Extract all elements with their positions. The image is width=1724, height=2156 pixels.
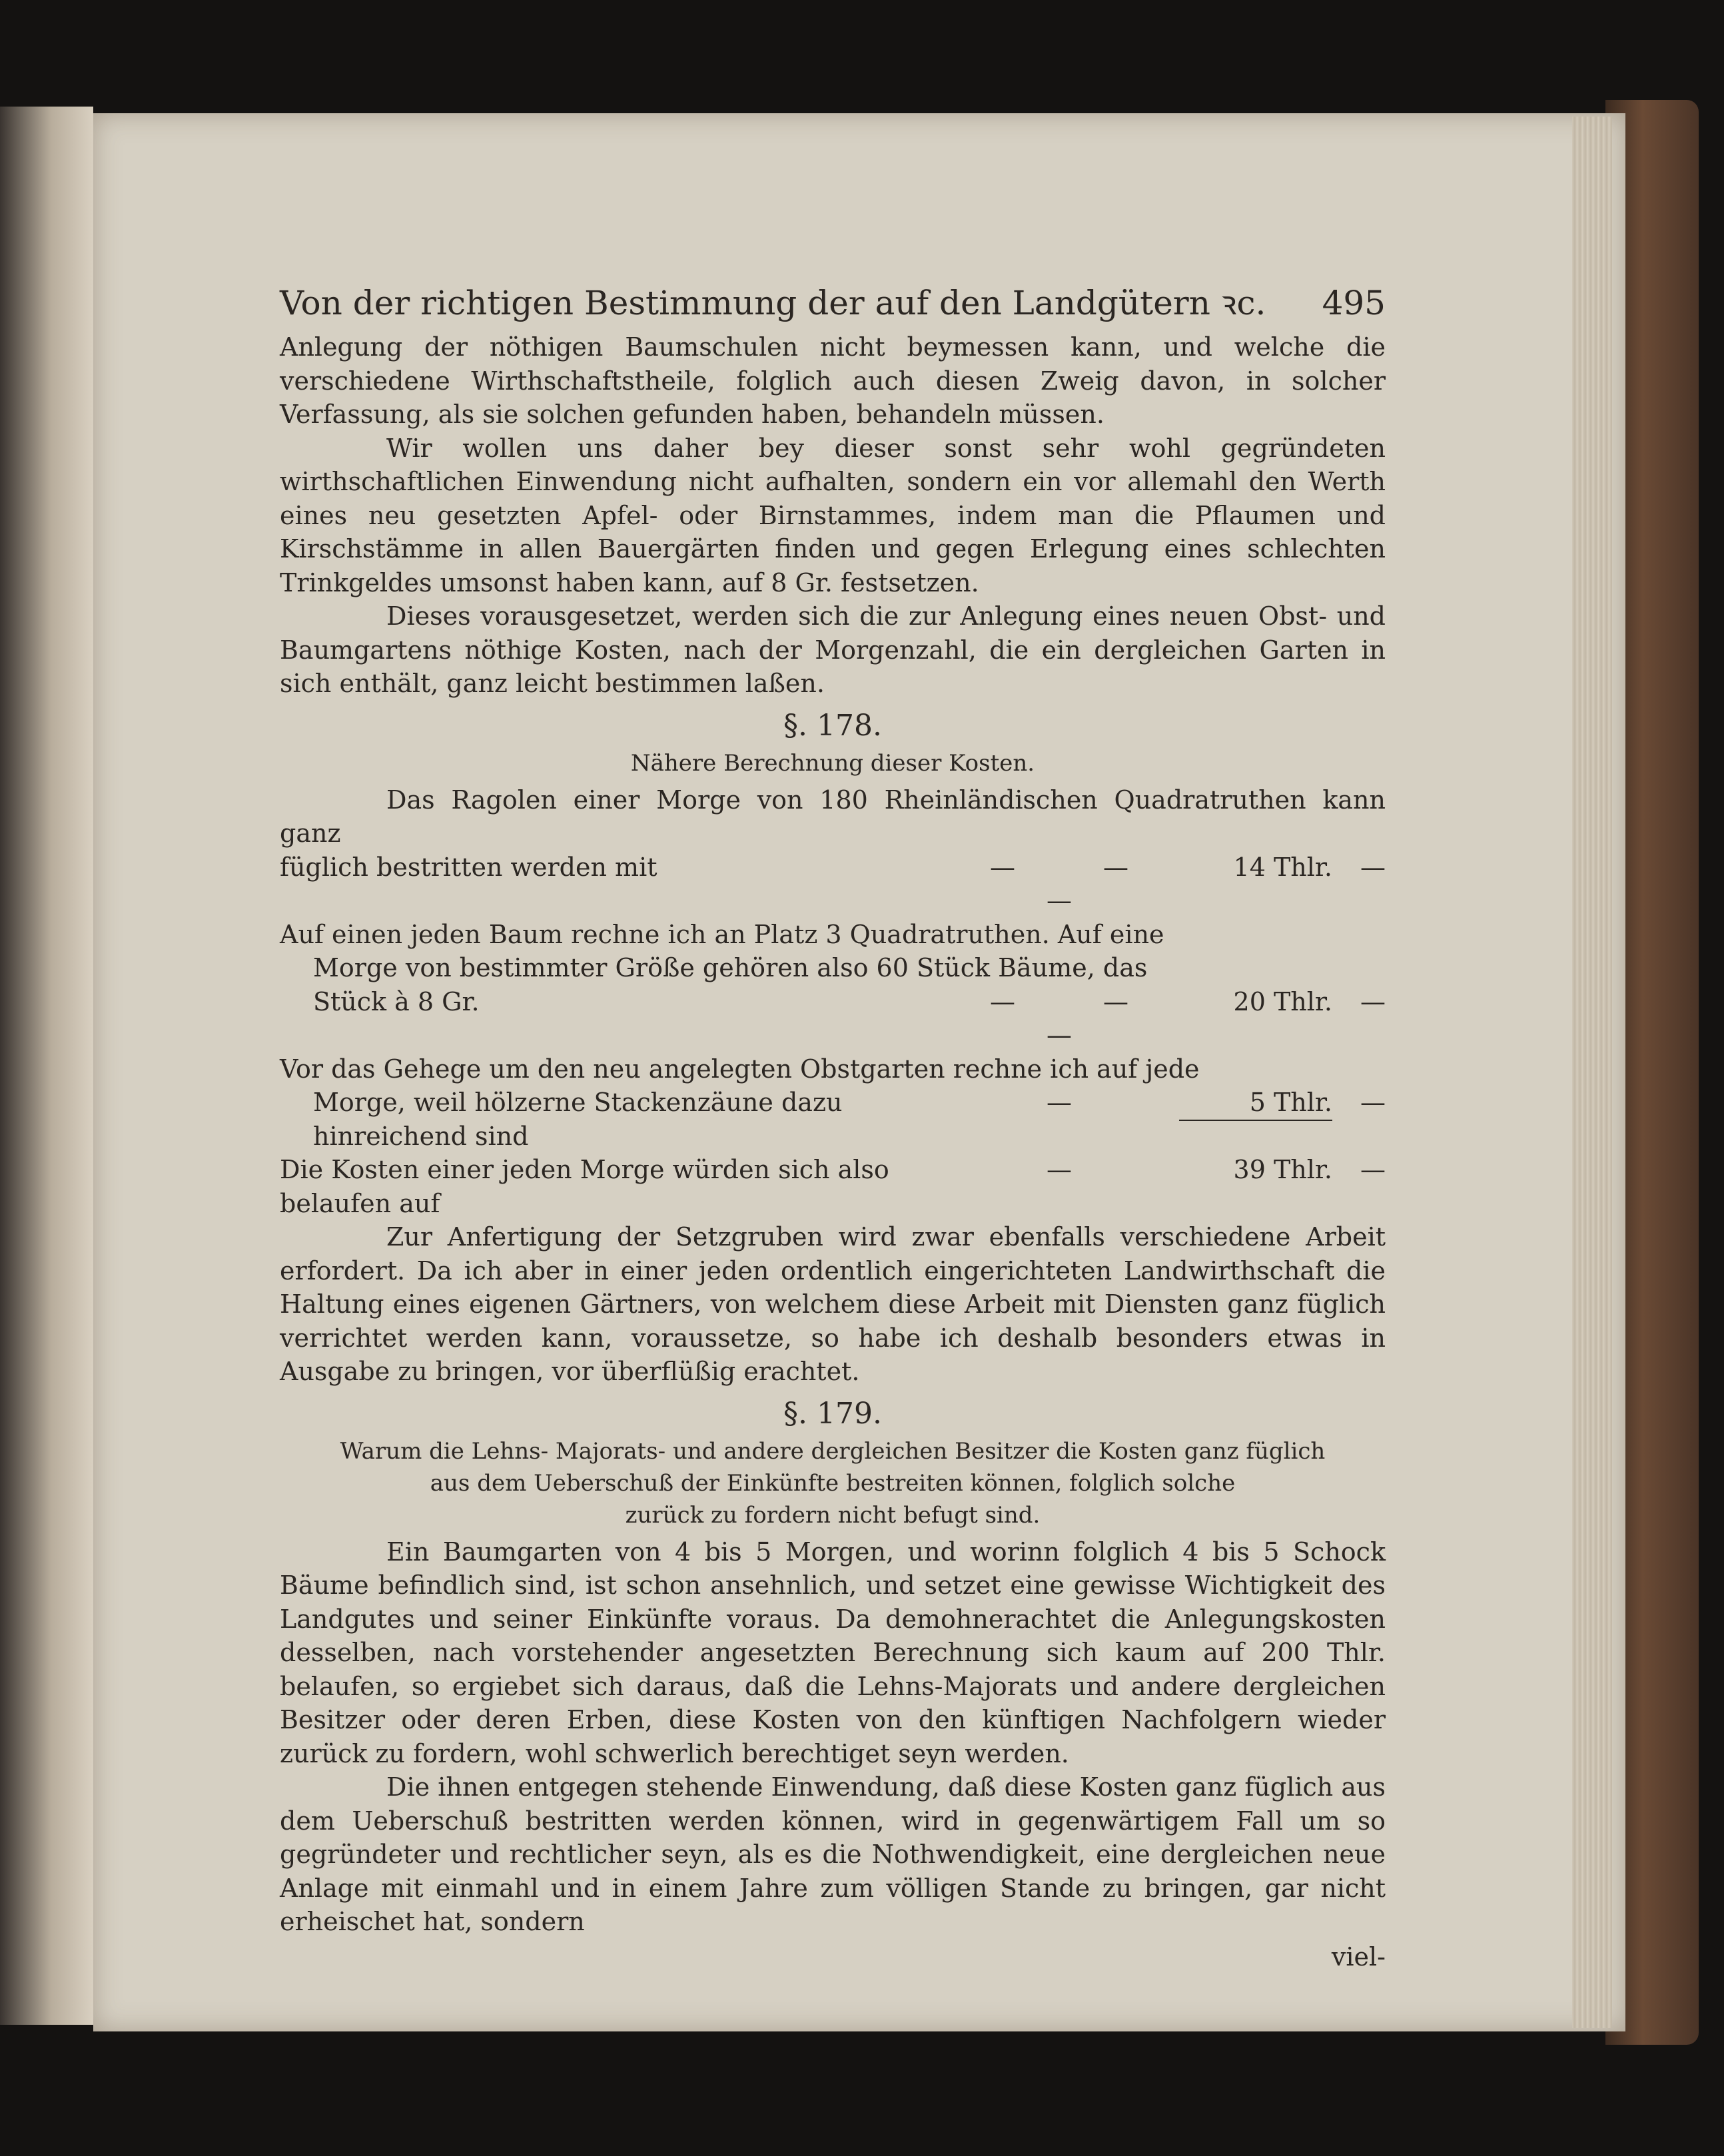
running-head xyxy=(280,280,1386,326)
ledger-row xyxy=(280,985,1386,1052)
paragraph: Wir wollen uns daher bey dieser sonst sehr wohl gegründeten wirthschaftlichen Einwendung nicht aufhalten, sondern ein vor allemahl den Werth eines neu gesetzten Apfel- oder Birnstammes, indem man die Pflaumen und Kirschstämme in allen Bauergärten finden und gegen Erlegung eines schlechten Trinkgeldes umsonst haben kann, auf 8 Gr. festsetzen. xyxy=(280,433,1386,597)
paragraph: Die ihnen entgegen stehende Einwendung, daß diese Kosten ganz füglich aus dem Ueberschuß bestritten werden können, wird in gegenwärtigem Fall um so gegründeter und rechtlicher seyn, als es die Nothwendigkeit, eine dergleichen neue Anlage mit einmahl und in einem Jahre zum völligen Stande zu bringen, gar nicht erheischet hat, sondern xyxy=(280,1772,1386,1936)
paragraph: Dieses vorausgesetzet, werden sich die zur Anlegung eines neuen Obst- und Baumgartens nöthige Kosten, nach der Morgenzahl, die ein dergleichen Garten in sich enthält, ganz leicht bestimmen laßen. xyxy=(280,601,1386,698)
ledger-amount: 5 Thlr. xyxy=(1179,1086,1332,1121)
ledger-dashes: — — — xyxy=(989,852,1169,915)
paragraph: Zur Anfertigung der Setzgruben wird zwar ebenfalls verschiedene Arbeit erfordert. Da ich aber in einer jeden ordentlich eingerichteten Landwirthschaft die Haltung eines eigenen Gärtners, von welchem diese Arbeit mit Diensten ganz füglich verrichtet werden kann, voraussetze, so habe ich deshalb besonders etwas in Ausgabe zu bringen, vor überflüßig erachtet. xyxy=(280,1222,1386,1386)
ledger-desc: Morge von bestimmter Größe gehören also 60 Stück Bäume, das xyxy=(313,953,1148,982)
paragraph-continued: Anlegung der nöthigen Baumschulen nicht beymessen kann, und welche die verschiedene Wirthschaftstheile, folglich auch diesen Zweig davon, in solcher Verfassung, als sie solchen gefunden haben, behandeln müssen. xyxy=(280,332,1386,429)
ledger-desc: Morge, weil hölzerne Stackenzäune dazu hinreichend sind xyxy=(313,1088,843,1151)
section-number-179: §. 179. xyxy=(783,1396,882,1431)
page-stack-edge xyxy=(1572,117,1612,2028)
section-title-178: Nähere Berechnung dieser Kosten. xyxy=(630,749,1035,777)
ledger-line: Das Ragolen einer Morge von 180 Rheinländischen Quadratruthen kann ganz xyxy=(280,785,1386,848)
ledger-tail: — xyxy=(1360,1088,1386,1117)
ledger-dashes: — xyxy=(1047,1155,1112,1184)
ledger-dashes: — xyxy=(1047,1088,1112,1117)
ledger-tail: — xyxy=(1360,986,1386,1016)
ledger-dashes: — — — xyxy=(989,986,1169,1050)
ledger-tail: — xyxy=(1360,852,1386,882)
running-head-title: Von der richtigen Bestimmung der auf den Landgütern ꝛc. xyxy=(280,284,1266,322)
ledger-desc: füglich bestritten werden mit xyxy=(280,852,657,882)
section-title-line: zurück zu fordern nicht befugt sind. xyxy=(625,1501,1041,1529)
section-title-line: aus dem Ueberschuß der Einkünfte bestreiten können, folglich solche xyxy=(430,1469,1236,1497)
ledger-total-amount: 39 Thlr. xyxy=(1233,1155,1332,1184)
left-page-edge xyxy=(0,107,93,2025)
catchword: viel- xyxy=(1331,1942,1386,1972)
ledger-row xyxy=(280,851,1386,918)
page-text xyxy=(280,280,1386,1974)
ledger-line: Auf einen jeden Baum rechne ich an Platz 3 Quadratruthen. Auf eine xyxy=(280,919,1164,949)
ledger-amount: 20 Thlr. xyxy=(1233,986,1332,1016)
ledger-amount: 14 Thlr. xyxy=(1233,852,1332,882)
paragraph: Ein Baumgarten von 4 bis 5 Morgen, und worinn folglich 4 bis 5 Schock Bäume befindlich sind, ist schon ansehnlich, und setzet eine gewisse Wichtigkeit des Landgutes und seiner Einkünfte voraus. Da demohnerachtet die Anlegungskosten desselben, nach vorstehender angesetzten Berechnung sich kaum auf 200 Thlr. belaufen, so ergiebet sich daraus, daß die Lehns-Majorats und andere dergleichen Besitzer oder deren Erben, diese Kosten von den künftigen Nachfolgern wieder zurück zu fordern, wohl schwerlich berechtiget seyn werden. xyxy=(280,1537,1386,1768)
ledger-desc: Die Kosten einer jeden Morge würden sich also belaufen auf xyxy=(280,1155,889,1218)
ledger-row xyxy=(280,951,1386,985)
cost-ledger xyxy=(280,783,1386,1221)
ledger-line: Vor das Gehege um den neu angelegten Obstgarten rechne ich auf jede xyxy=(280,1054,1200,1084)
section-title-179 xyxy=(280,1435,1386,1531)
ledger-tail: — xyxy=(1360,1155,1386,1184)
ledger-total-row xyxy=(280,1153,1386,1220)
page-number: 495 xyxy=(1322,284,1386,322)
ledger-desc: Stück à 8 Gr. xyxy=(313,986,480,1016)
ledger-row xyxy=(280,1086,1386,1153)
section-title-line: Warum die Lehns- Majorats- und andere dergleichen Besitzer die Kosten ganz füglich xyxy=(340,1437,1326,1465)
section-number-178: §. 178. xyxy=(783,708,882,743)
